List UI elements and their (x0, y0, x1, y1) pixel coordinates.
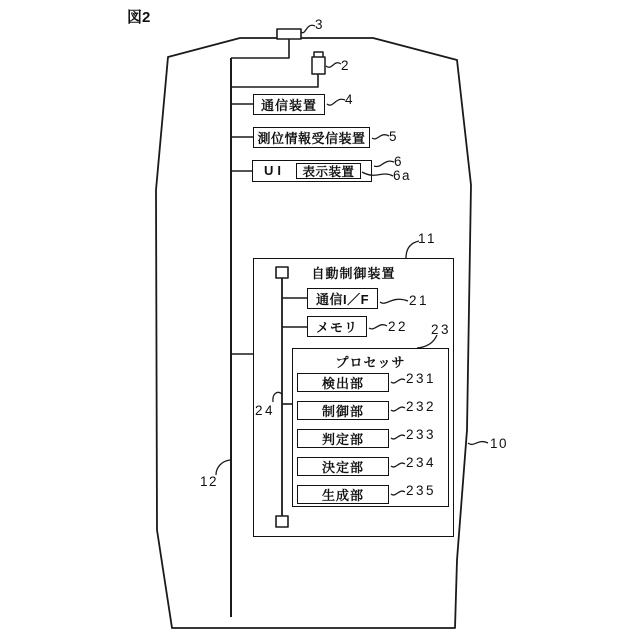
leader-ref-10 (468, 442, 488, 445)
ref-231: 231 (406, 371, 437, 386)
detection-unit-box (297, 373, 389, 392)
memory-label: メモリ (315, 320, 358, 335)
sensor-body-shape (312, 57, 325, 74)
generation-unit-box (297, 485, 389, 504)
leader-ref-2 (326, 63, 341, 67)
leader-ref-4 (327, 99, 345, 105)
figure-label: 図2 (127, 9, 151, 26)
judgment-unit-box (297, 429, 389, 448)
ref-24: 24 (255, 403, 276, 418)
judgment-unit-label: 判定部 (321, 432, 364, 447)
ref-4: 4 (345, 92, 356, 107)
display-device-box (296, 163, 361, 179)
leader-ref-3 (301, 25, 315, 32)
ref-6: 6 (394, 154, 405, 169)
ref-12: 12 (200, 474, 219, 489)
ref-2: 2 (341, 58, 352, 73)
comm-if-box (307, 288, 378, 309)
ref-11: 11 (418, 231, 438, 246)
processor-label: プロセッサ (335, 355, 406, 370)
control-unit-label: 制御部 (321, 404, 364, 419)
ref-10: 10 (490, 436, 509, 451)
ref-22: 22 (388, 319, 409, 334)
generation-unit-label: 生成部 (321, 488, 364, 503)
leader-ref-12 (216, 460, 230, 475)
comm-device-box (253, 94, 325, 115)
ref-234: 234 (406, 455, 437, 470)
comm-device-label: 通信装置 (260, 98, 317, 113)
ui-box (252, 160, 372, 182)
auto-control-label: 自動制御装置 (311, 266, 396, 281)
ui-label: UI (264, 163, 285, 178)
positioning-device-box (253, 127, 370, 148)
positioning-device-label: 測位情報受信装置 (257, 131, 366, 146)
leader-ref-6 (374, 161, 394, 166)
sensor-cap-shape (314, 52, 323, 58)
ref-23: 23 (431, 322, 452, 337)
leader-ref-5 (372, 135, 389, 139)
detection-unit-label: 検出部 (321, 376, 364, 391)
ref-5: 5 (389, 129, 400, 144)
sensor-feed-line (231, 73, 318, 87)
decision-unit-label: 決定部 (321, 460, 364, 475)
ref-233: 233 (406, 427, 437, 442)
control-unit-box (297, 401, 389, 420)
ref-6a: 6a (393, 168, 412, 183)
display-device-label: 表示装置 (302, 165, 355, 179)
ref-232: 232 (406, 399, 437, 414)
memory-box (307, 316, 367, 337)
ref-235: 235 (406, 483, 437, 498)
ref-3: 3 (315, 17, 326, 32)
ref-21: 21 (409, 293, 430, 308)
gps-antenna-shape (277, 29, 301, 39)
comm-if-label: 通信I／F (315, 292, 370, 307)
antenna-feed-line (231, 39, 289, 58)
decision-unit-box (297, 457, 389, 476)
